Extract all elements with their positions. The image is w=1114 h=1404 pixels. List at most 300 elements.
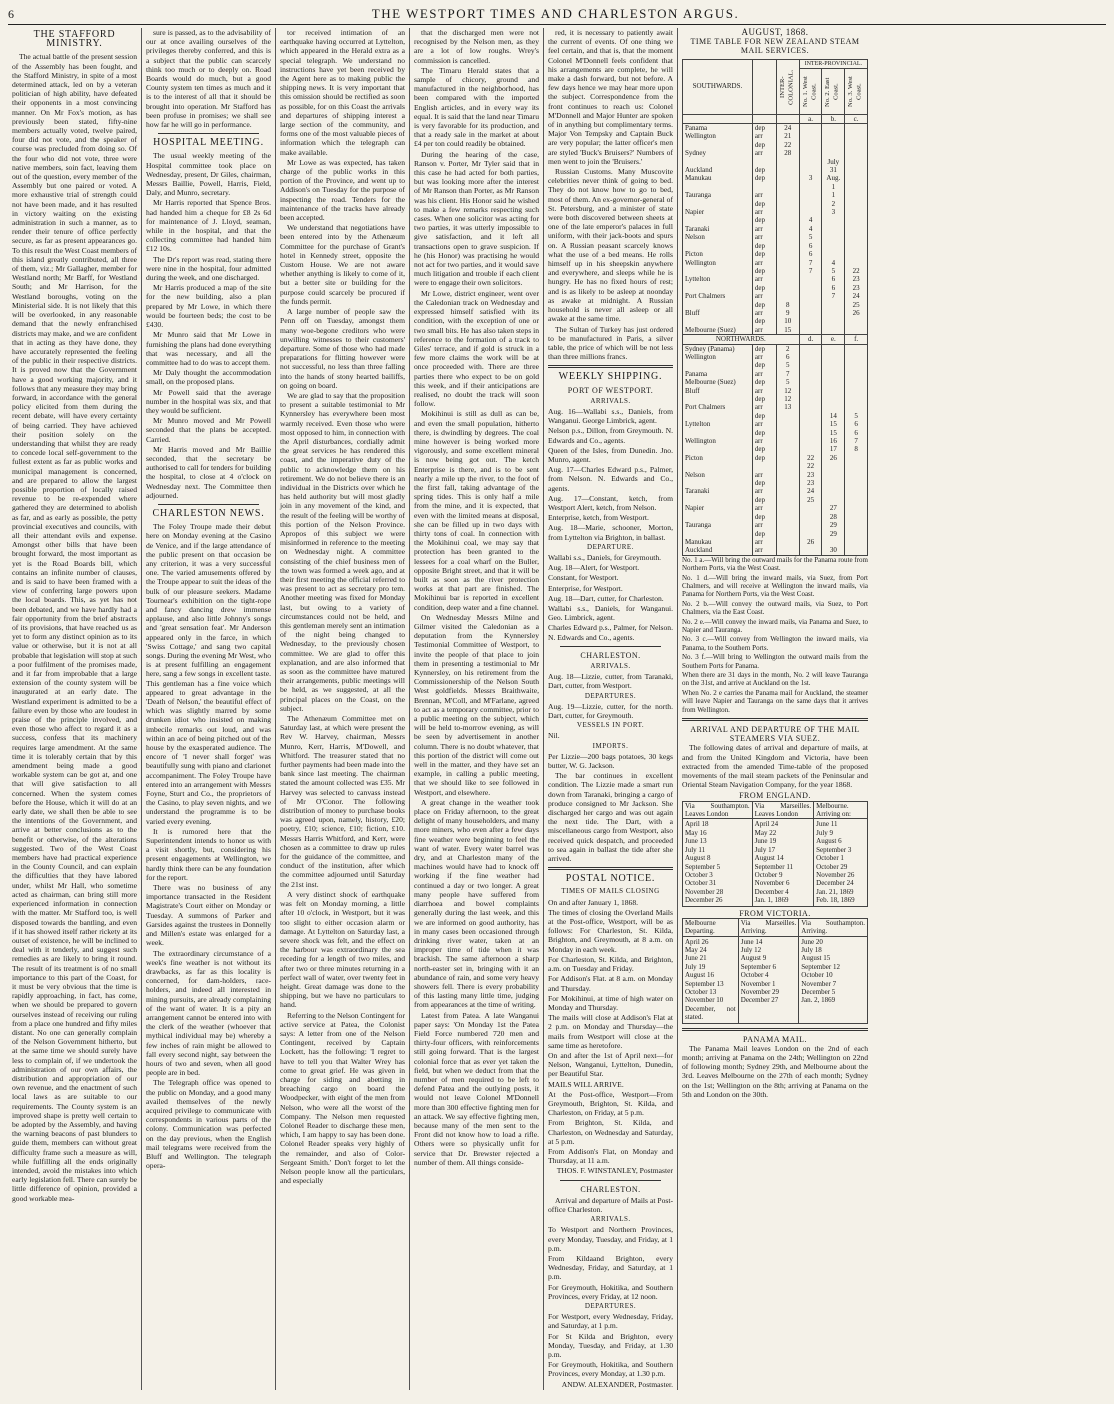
table-row: [683, 259, 868, 267]
imports-label: IMPORTS.: [592, 741, 629, 750]
list-item: Aug. 18—Lizzie, cutter, from Taranaki, Dart, cutter, from Westport.: [548, 672, 673, 691]
table-cell: [752, 462, 776, 470]
date-entry: August 16: [685, 971, 714, 980]
table-row: [683, 309, 868, 317]
date-entry: October 29: [816, 862, 848, 871]
article-paragraph: The bar continues in excellent condition. The Lizzie made a smart run down from Taranaki, bringing a cargo of produce consigned to Mr Jackson. She discharged her cargo and was out again the next tide. The Dart, with a miscellaneous cargo from Westport, also received quick despatch, and proceeded to sea again in ballast the tide after she arrived.: [548, 771, 673, 864]
date-entry: August 9: [740, 954, 767, 963]
table-cell: arr: [752, 487, 776, 495]
table-row: [683, 141, 868, 149]
table-cell: Wellington: [683, 437, 753, 445]
table-cell: [799, 132, 822, 140]
date-entry: Jan. 2, 1869: [801, 996, 836, 1005]
column-header: Via Southampton. Arriving.: [799, 918, 868, 936]
table-row: [683, 166, 868, 174]
charleston-mail-departures: [548, 1312, 673, 1378]
article-paragraph: red, it is necessary to patiently await the current of events. Of one thing we feel certain, and that is, that the moment Colonel M'Donnell feels confident that his arrangements are complete, he will make a dash forward, but not before. A few days hence we may hear more upon the subject. Correspondence from the front continues to reach us: Colonel M'Donnell and Major Hunter are spoken of in anything but complimentary terms. Major Von Tempsky and Captain Buck are very popular; the latter officer's men are styled 'Buck's Bruisers?' Numbers of men went to join the 'Bruisers.': [548, 28, 673, 166]
table-cell: 8: [776, 301, 799, 309]
table-cell: [845, 462, 868, 470]
date-entry: June 11: [816, 820, 838, 829]
table-cell: [799, 166, 822, 174]
table-cell: [845, 504, 868, 512]
table-row: [683, 361, 868, 369]
table-cell: [799, 387, 822, 395]
table-cell: [799, 141, 822, 149]
divider: [560, 1180, 661, 1181]
table-cell: [776, 445, 799, 453]
table-cell: arr: [752, 132, 776, 140]
table-cell: [683, 158, 753, 166]
panama-mail-heading: PANAMA MAIL.: [743, 1034, 807, 1044]
table-cell: [845, 259, 868, 267]
list-item: On and after the 1st of April next—for Nelson, Wanganui, Lyttelton, Dunedin, per Beautiful Star.: [548, 1050, 673, 1079]
table-cell: arr: [752, 275, 776, 283]
table-cell: [799, 200, 822, 208]
table-cell: 1: [822, 183, 845, 191]
table-cell: 22: [799, 462, 822, 470]
list-item: No. 2 e.—Will convey the inward mails, via Panama and Suez, to Napier and Tauranga.: [682, 617, 868, 634]
table-cell: [683, 141, 753, 149]
table-cell: [799, 403, 822, 411]
table-cell: Tauranga: [683, 191, 753, 199]
table-cell: [845, 487, 868, 495]
date-entry: Jan. 21, 1869: [816, 887, 854, 896]
table-cell: [845, 344, 868, 353]
date-entry: June 13: [685, 837, 707, 846]
table-cell: [822, 387, 845, 395]
table-cell: 6: [822, 284, 845, 292]
table-cell: [799, 420, 822, 428]
table-cell: [822, 216, 845, 224]
article-paragraph: We understand that negotiations have been entered into by the Athenæum Committee for the purchase of Grant's hotel in Kennedy street, opposite the Custom House. We are not aware whether anything is likely to come of it, but a better site or building for the purpose could scarcely be procured if the funds permit.: [280, 223, 405, 306]
table-cell: 5: [845, 412, 868, 420]
column-letter: b.: [822, 114, 845, 123]
table-cell: [845, 149, 868, 157]
table-cell: [845, 174, 868, 182]
table-cell: [799, 378, 822, 386]
list-item: Aug. 16—Wallabi s.s., Daniels, from Wanganui. George Limbrick, agent.: [548, 406, 673, 426]
table-row: [683, 546, 868, 554]
table-cell: dep: [752, 496, 776, 504]
table-cell: [776, 250, 799, 258]
stafford-ministry-heading: THE STAFFORD MINISTRY.: [33, 29, 116, 50]
table-cell: [845, 124, 868, 133]
list-item: MAILS WILL ARRIVE.: [548, 1079, 624, 1089]
date-entry: April 24: [754, 820, 779, 829]
table-cell: arr: [752, 403, 776, 411]
table-cell: [776, 479, 799, 487]
postal-notice-heading: POSTAL NOTICE.: [565, 873, 656, 885]
table-cell: [776, 208, 799, 216]
table-cell: 23: [799, 479, 822, 487]
table-cell: Wellington: [683, 132, 753, 140]
table-cell: 23: [799, 471, 822, 479]
article-paragraph: We are glad to say that the proposition to present a suitable testimonial to Mr Kynnersley has everywhere been most warmly received. Even those who were most opposed to him, in connection with the April disturbances, cordially admit the great services he has rendered this coast, and the imperative duty of the public to acknowledge them on his retirement. We do not believe there is an individual in the Districts over which he has held authority but will most gladly join in any movement of the kind, and the result of the feeling will be worthy of this portion of the Nelson Province. Apropos of this subject we were misinformed in reference to the meeting on Wednesday night. A committee consisting of the chief business men of the town was formed a week ago, and at their first meeting the official referred to was present to act as secretary pro tem. Another meeting was fixed for Monday last, but owing to a variety of circumstances could not be held, and this gentleman merely sent an intimation of the night being changed to Wednesday, to the previously chosen committee. We are glad to offer this explanation, and are also informed that as soon as the committee have matured their arrangements, public meetings will be held, as we suggested, at all the principal places on the Coast, on the subject.: [280, 390, 405, 713]
arrivals-label: ARRIVALS.: [590, 662, 631, 670]
table-cell: [683, 361, 753, 369]
table-cell: arr: [752, 259, 776, 267]
article-paragraph: The Panama Mail leaves London on the 2nd of each month; arriving at Panama on the 24th; Wellington on 22nd of following month; Sydney 29th, and Melbourne about the 3rd. Leaves Melbourne on the 27th of each month; Sydney on the 1st; Wellington on the 8th; arriving at Panama on the 5th and London on the 30th.: [682, 1043, 868, 1099]
table-cell: Panama: [683, 124, 753, 133]
table-cell: [845, 361, 868, 369]
table-cell: [822, 149, 845, 157]
list-item: Aug. 18—Marie, schooner, Morton, from Lyttelton via Brighton, in ballast.: [548, 523, 673, 542]
article-paragraph: Russian Customs. Many Muscovite celebrities never think of going to bed. They do not know how to go to bed, most of them. An ex-governor-general of St. Petersburg, and a minister of state were both discovered between sheets at one of the late emperor's palaces in full uniform, with their jack-boots and spurs on. A Russian peasant scarcely knows what the use of a bed means. He rolls himself up in his sheepskin anywhere and everywhere, and sleeps while he is hungry. He has no fixed hours of rest; and is as likely to be asleep at noonday as awake at midnight. A Russian household is never all asleep or all awake at the same time.: [548, 167, 673, 324]
table-cell: [776, 454, 799, 462]
table-cell: arr: [752, 225, 776, 233]
table-row: [683, 326, 868, 335]
table-row: [683, 496, 868, 504]
table-cell: [845, 513, 868, 521]
table-cell: 4: [799, 225, 822, 233]
date-entry: Feb. 18, 1869: [816, 896, 855, 905]
table-cell: [799, 395, 822, 403]
date-entry: September 6: [740, 962, 776, 971]
divider: [682, 1028, 868, 1031]
list-item: Aug. 19—Lizzie, cutter, for the north. Dart, cutter, for Greymouth.: [548, 701, 673, 721]
from-england-heading: FROM ENGLAND.: [739, 791, 811, 801]
table-cell: 29: [822, 521, 845, 529]
table-cell: [845, 317, 868, 325]
table-row: [683, 538, 868, 546]
timetable-title: TIME TABLE FOR NEW ZEALAND STEAM MAIL SERVICES.: [690, 37, 860, 56]
table-cell: dep: [752, 267, 776, 275]
date-entry: May 22: [754, 828, 777, 837]
list-item: No. 2 b.—Will convey the outward mails, via Suez, to Port Chalmers, via the East Coast.: [682, 599, 868, 617]
departure-label: DEPARTURE.: [587, 542, 634, 551]
divider: [682, 718, 868, 721]
column-6: [678, 28, 872, 1390]
table-cell: dep: [752, 301, 776, 309]
column-letter: c.: [845, 114, 868, 123]
table-cell: [683, 530, 753, 538]
table-row: [683, 208, 868, 216]
list-item: When there are 31 days in the month, No. 2 will leave Tauranga on the 31st, and arrive at Auckland on the 1st.: [682, 671, 868, 688]
column-letter: d.: [799, 335, 822, 344]
table-row: [683, 370, 868, 378]
table-cell: [683, 513, 753, 521]
list-item: Wallabi s.s., Daniels, for Greymouth.: [548, 552, 662, 562]
table-row: [683, 387, 868, 395]
date-entry: November 1: [740, 979, 776, 988]
table-row: [683, 403, 868, 411]
article-paragraph: Latest from Patea. A late Wanganui paper says: 'On Monday 1st the Patea Field Force numbered 720 men and thirty-four officers, with reinforcements still going forward. That is the largest colonial force that as ever yet taken the field, but when we deduct from that the number of men required to be left to defend Patea and the outlying posts, it would not leave Colonel M'Donnell more than 300 effective fighting men for an attack. We say effective fighting men, because many of the men sent to the Front did not know how to load a rifle. Others were so physically unfit for service that Dr. Brewster rejected a number of them. All things conside-: [414, 1010, 539, 1167]
table-cell: [845, 454, 868, 462]
table-cell: [683, 301, 753, 309]
table-cell: dep: [752, 317, 776, 325]
table-row: [683, 420, 868, 428]
table-cell: [683, 284, 753, 292]
list-item: From Brighton, St. Kilda, and Charleston, on Wednesday and Saturday, at 5 p.m.: [548, 1118, 673, 1146]
column-header: Melbourne Departing.: [683, 918, 739, 936]
list-item: For Greymouth, Hokitika, and Southern Provinces, every Friday, at 12 noon.: [548, 1282, 673, 1301]
table-cell: [845, 216, 868, 224]
table-cell: [683, 479, 753, 487]
table-row: [683, 149, 868, 157]
list-item: For Addison's Flat. at 8 a.m. on Monday and Thursday.: [548, 974, 673, 993]
list-item: The mails will close at Addison's Flat at 2 p.m. on Monday and Thursday—the mails from Westport will close at the same time as heretofore.: [548, 1013, 673, 1050]
table-cell: 3: [799, 174, 822, 182]
article-paragraph: sure is passed, as to the advisability of our at once availing ourselves of the privileges thereby conferred, and this is a subject that the public can scarcely think too much or to deeply on. Road Boards would do much, but a good County system ten times as much and it is to the interest of all that it should be brought into operation. Mr Stafford has been profuse in promises; we shall see how far he will go in performance.: [146, 28, 271, 130]
table-row: [683, 200, 868, 208]
table-cell: [822, 124, 845, 133]
table-cell: [845, 387, 868, 395]
article-paragraph: It is rumored here that the Superintendent intends to honor us with a visit shortly, but, considering his present engagements at Wellington, we hardly think there can be any foundation for the report.: [146, 826, 271, 882]
northwards-label: NORTHWARDS.: [683, 335, 800, 344]
table-cell: Picton: [683, 250, 753, 258]
table-cell: [799, 208, 822, 216]
table-cell: [683, 395, 753, 403]
table-row: [683, 429, 868, 437]
table-cell: [845, 233, 868, 241]
article-paragraph: The following dates of arrival and departure of mails, at and from the United Kingdom and Victoria, have been extracted from the amended Time-table of the proposed movements of the mail steam packets of the Peninsular and Oriental Steam Navigation Company, for the year 1868.: [682, 743, 868, 790]
table-cell: [845, 471, 868, 479]
table-row: [683, 275, 868, 283]
table-cell: [776, 233, 799, 241]
date-entry: June 21: [685, 954, 707, 963]
table-row: [683, 437, 868, 445]
table-cell: [799, 353, 822, 361]
article-paragraph: Mr Munro said that Mr Lowe in furnishing the plans had done everything that was necessary, and all the committee had to do was to accept them.: [146, 330, 271, 367]
table-cell: [845, 378, 868, 386]
table-cell: [776, 259, 799, 267]
table-cell: 28: [776, 149, 799, 157]
divider: [158, 133, 259, 134]
table-cell: [776, 496, 799, 504]
date-entry: October 31: [685, 879, 717, 888]
table-cell: arr: [752, 437, 776, 445]
suez-heading: ARRIVAL AND DEPARTURE OF THE MAIL STEAMERS VIA SUEZ.: [690, 725, 860, 744]
table-cell: 25: [845, 301, 868, 309]
table-cell: arr: [752, 353, 776, 361]
date-entry: April 18: [685, 820, 709, 829]
table-row: [683, 183, 868, 191]
hospital-meeting-heading: HOSPITAL MEETING.: [153, 137, 264, 149]
table-cell: [845, 225, 868, 233]
table-cell: [799, 284, 822, 292]
table-cell: Panama: [683, 370, 753, 378]
date-entry: August 14: [754, 854, 784, 863]
table-cell: 17: [822, 445, 845, 453]
table-cell: Port Chalmers: [683, 403, 753, 411]
table-cell: [776, 437, 799, 445]
from-england-table: [682, 801, 868, 907]
list-item: For Mokihinui, at time of high water on Monday and Thursday.: [548, 993, 673, 1012]
date-entry: December 26: [685, 896, 723, 905]
column-1: [8, 28, 142, 1390]
table-cell: [822, 141, 845, 149]
table-cell: 21: [776, 132, 799, 140]
table-row: [683, 471, 868, 479]
table-cell: [738, 936, 799, 1023]
table-cell: [776, 429, 799, 437]
timetable-notes: [682, 556, 868, 714]
table-row: [683, 445, 868, 453]
table-cell: [845, 191, 868, 199]
list-item: Per Lizzie—200 bags potatoes, 30 kegs butter, W. G. Jackson.: [548, 751, 673, 771]
table-cell: arr: [752, 326, 776, 335]
table-cell: [822, 361, 845, 369]
charleston-mail-arrivals: [548, 1225, 673, 1301]
table-cell: [845, 403, 868, 411]
date-entry: October 10: [801, 971, 833, 980]
table-cell: [799, 183, 822, 191]
article-paragraph: A great change in the weather took place on Friday afternoon, to the great delight of many householders, and many more miners, who even after a few days fine weather were beginning to feel the want of water. Every water barrel was dry, and at Charleston many of the machines would have had to knock off working if the fine weather had continued a day or two longer. A great many people have suffered from diarrhoea and bowel complaints generally during the last week, and this we are informed on good authority, has in many cases been occasioned through drinking river water, taken at an improper time of tide when it was brackish. The same afternoon a sharp north-easter set in, bringing with it an abundance of rain, and some very heavy showers fell. There is every probability of this lasting many little time, judging from appearances at the time of writing.: [414, 797, 539, 1010]
table-cell: [776, 284, 799, 292]
table-cell: arr: [752, 191, 776, 199]
table-cell: [822, 301, 845, 309]
table-row: [683, 267, 868, 275]
table-cell: 31: [822, 166, 845, 174]
table-cell: Sydney (Panama): [683, 344, 753, 353]
date-entry: July 11: [685, 845, 706, 854]
table-cell: [683, 216, 753, 224]
article-paragraph: On Wednesday Messrs Milne and Gilmer visited the Caledonian as a deputation from the Kynnersley Testimonial Committee of Westport, to invite the people of that place to join them in presenting a testimonial to Mr Kynnersley, on his retirement from the Commissionership of the Nelson South West goldfields. Messrs Braithwaite, Brennan, M'Coll, and M'Farlane, agreed to act as a temporary committee, prior to a public meeting on the subject, which will be held to-morrow evening, as will be seen by advertisement in another column. There is no doubt whatever, that this portion of the district will come out well in the matter, and they have set an example, in calling a public meeting, that we should like to see followed in Westport, and elsewhere.: [414, 612, 539, 797]
column-5: [544, 28, 678, 1390]
table-cell: [799, 361, 822, 369]
table-row: [683, 132, 868, 140]
divider: [560, 646, 661, 647]
table-cell: Melbourne (Suez): [683, 378, 753, 386]
table-cell: dep: [752, 429, 776, 437]
divider: [158, 504, 259, 505]
list-item: The times of closing the Overland Mails at the Post-office, Westport, will be as follows: For Charleston, St. Kilda, Brighton, and Greymouth, at 8 a.m. on Monday in each week.: [548, 907, 673, 954]
column-header: No. 2. East Coast.: [824, 76, 840, 107]
article-paragraph: The usual weekly meeting of the Hospital committee took place on Wednesday, present, Dr Giles, chairman, Messrs Baillie, Powell, Harris, Field, Daly, and Munro, secretary.: [146, 151, 271, 198]
table-cell: 24: [845, 292, 868, 300]
table-cell: 2: [776, 344, 799, 353]
table-cell: [845, 166, 868, 174]
table-cell: [752, 819, 813, 906]
date-entry: October 13: [685, 988, 717, 996]
list-item: Wallabi s.s., Daniels, for Wanganui. Geo. Limbrick, agent.: [548, 603, 673, 623]
westport-arrivals-list: [548, 407, 673, 542]
table-cell: [799, 437, 822, 445]
table-cell: 28: [822, 513, 845, 521]
table-cell: 27: [822, 504, 845, 512]
column-header: INTER-COLONIAL.: [778, 68, 795, 105]
article-paragraph: During the hearing of the case, Ranson v. Porter, Mr Tyler said that in this case he had acted for both parties, but was looking more after the interest of Mr Ranson than Porter, as Mr Ranson was his client. His Honor said he wished to make a few remarks respecting such cases. When one solicitor was acting for two parties, it was utterly impossible to give satisfaction, and it left all transactions open to grave suspicion. If he (his Honor) was practising he would not act for two parties, and it would save much litigation and trouble if each client were to engage their own solicitors.: [414, 149, 539, 288]
table-cell: arr: [752, 309, 776, 317]
table-cell: [845, 353, 868, 361]
page-header: [8, 6, 1106, 25]
from-victoria-table: [682, 918, 868, 1024]
table-cell: [845, 479, 868, 487]
list-item: To Westport and Northern Provinces, every Monday, Tuesday, and Friday, at 1 p.m.: [548, 1225, 673, 1253]
table-cell: dep: [752, 361, 776, 369]
table-cell: [799, 158, 822, 166]
table-cell: [845, 395, 868, 403]
table-cell: 3: [822, 208, 845, 216]
table-cell: [776, 521, 799, 529]
list-item: No. 3 f.—Will bring to Wellington the outward mails from the Southern Ports for Panama.: [682, 653, 868, 670]
table-cell: [822, 370, 845, 378]
list-item: On and after January 1, 1868.: [548, 897, 639, 907]
table-row: [683, 487, 868, 495]
date-entry: [741, 1005, 797, 1013]
arrivals-label: ARRIVALS.: [590, 396, 631, 405]
article-paragraph: The Dr's report was read, stating there were nine in the hospital, four admitted during the week, and one discharged.: [146, 254, 271, 283]
table-cell: [776, 191, 799, 199]
table-cell: [776, 275, 799, 283]
table-cell: [752, 158, 776, 166]
columns: [8, 28, 1106, 1390]
table-cell: 7: [845, 437, 868, 445]
date-entry: December 27: [740, 996, 779, 1005]
table-row: [683, 344, 868, 353]
newspaper-page: [8, 6, 1106, 1390]
table-cell: 15: [776, 326, 799, 335]
column-3: [276, 28, 410, 1390]
date-entry: July 17: [754, 845, 776, 854]
column-4: [410, 28, 544, 1390]
table-cell: arr: [752, 292, 776, 300]
article-paragraph: Arrival and departure of Mails at Post-office Charleston.: [548, 1195, 673, 1214]
table-cell: [822, 378, 845, 386]
table-cell: 7: [799, 267, 822, 275]
list-item: Constant, for Westport.: [548, 573, 619, 583]
arrivals-label: ARRIVALS.: [590, 1215, 631, 1224]
date-entry: November 7: [801, 979, 837, 988]
date-entry: October 3: [685, 870, 713, 879]
table-cell: [776, 538, 799, 546]
table-cell: [776, 267, 799, 275]
table-cell: [845, 208, 868, 216]
list-item: For Greymouth, Hokitika, and Southern Provinces, every Monday, at 1.30 p.m.: [548, 1360, 673, 1379]
table-cell: Nelson: [683, 471, 753, 479]
table-cell: arr: [752, 546, 776, 554]
table-row: [683, 479, 868, 487]
table-cell: dep: [752, 200, 776, 208]
table-cell: Manukau: [683, 174, 753, 182]
table-row: [683, 317, 868, 325]
date-entry: August 6: [816, 837, 842, 846]
table-cell: 26: [799, 538, 822, 546]
date-entry: September 11: [754, 862, 794, 871]
table-cell: [799, 445, 822, 453]
table-cell: [822, 250, 845, 258]
table-cell: Lyttelton: [683, 275, 753, 283]
date-entry: June 20: [801, 937, 823, 946]
departures-label: DEPARTURES.: [584, 691, 637, 700]
column-letter: a.: [799, 114, 822, 123]
date-entry: December 24: [816, 879, 854, 888]
article-paragraph: Mr Harris produced a map of the site for the new building, also a plan prepared by Mr Lowe, in which there would be fourteen beds; the cost to be £430.: [146, 283, 271, 330]
article-paragraph: The Foley Troupe made their debut here on Monday evening at the Casino de Venice, and if the large attendance of the public present on that occasion be any criterion, it was a very successful one. The varied amusements offered by the Troupe appear to suit the ideas of the bulk of our pleasure seekers. Madame Tournear's exhibition on the tight-rope and fancy dancing drew immense applause, and also little Johnny's songs and 'great sensation feat'. Mr Anderson appeared only in the farce, in which 'Swiss Cottage,' and sang two capital songs. During the evening Mr West, who is at present fulfilling an engagement here, sang a few songs in excellent taste. This gentleman has a fine voice which appeared to great advantage in the 'Death of Nelson,' the beautiful effect of which was slightly marred by some drunken idiot who insisted on making imbecile remarks out loud, and was within an ace of being pitched out of the house by the exasperated audience. The encore of 'I never shall forget' was beautifully sung with piano and clarionet accompaniment. The Foley Troupe have entered into an arrangement with Messrs Foyne, Sturt and Co., the proprietors of the Casino, to play seven nights, and we understand the programme is to be varied every evening.: [146, 522, 271, 826]
table-cell: [776, 420, 799, 428]
charleston-shipping-heading: CHARLESTON.: [580, 650, 641, 660]
table-cell: [776, 183, 799, 191]
table-cell: dep: [752, 174, 776, 182]
table-cell: [822, 395, 845, 403]
table-cell: 26: [845, 309, 868, 317]
article-paragraph: The Athenæum Committee met on Saturday last, at which were present the Rev W. Harvey, chairman, Messrs Munro, Kerr, Harris, M'Dowell, and Whitford. The treasurer stated that no further payments had been made into the bank since last meeting. The chairman stated the amount collected was £35. Mr Harvey was selected to canvass instead of Mr O'Conor. The following distribution of money to purchase books was agreed upon, namely, history, £20; poetry, £10; science, £10; fiction, £10. Messrs Harris Whitford, and Kerr, were chosen as a committee to draw up rules for the guidance of the committee, and conduct of the institution, after which the committee adjourned until Saturday the 21st inst.: [280, 714, 405, 889]
table-cell: Bluff: [683, 309, 753, 317]
table-cell: [845, 242, 868, 250]
list-item: From Kildaand Brighton, every Wednesday, Friday, and Saturday, at 1 p.m.: [548, 1253, 673, 1282]
table-cell: Wellington: [683, 259, 753, 267]
list-item: Aug. 17—Constant, ketch, from Westport Alert, ketch, from Nelson.: [548, 493, 673, 512]
table-cell: Wellington: [683, 353, 753, 361]
date-entry: May 24: [685, 945, 707, 954]
table-cell: Manukau: [683, 538, 753, 546]
table-cell: dep: [752, 454, 776, 462]
list-item: For Charleston, St. Kilda, and Brighton, a.m. on Tuesday and Friday.: [548, 954, 673, 974]
table-cell: [845, 200, 868, 208]
column-header: Via Southampton. Leaves London: [683, 801, 753, 819]
table-cell: arr: [752, 538, 776, 546]
table-cell: [683, 445, 753, 453]
